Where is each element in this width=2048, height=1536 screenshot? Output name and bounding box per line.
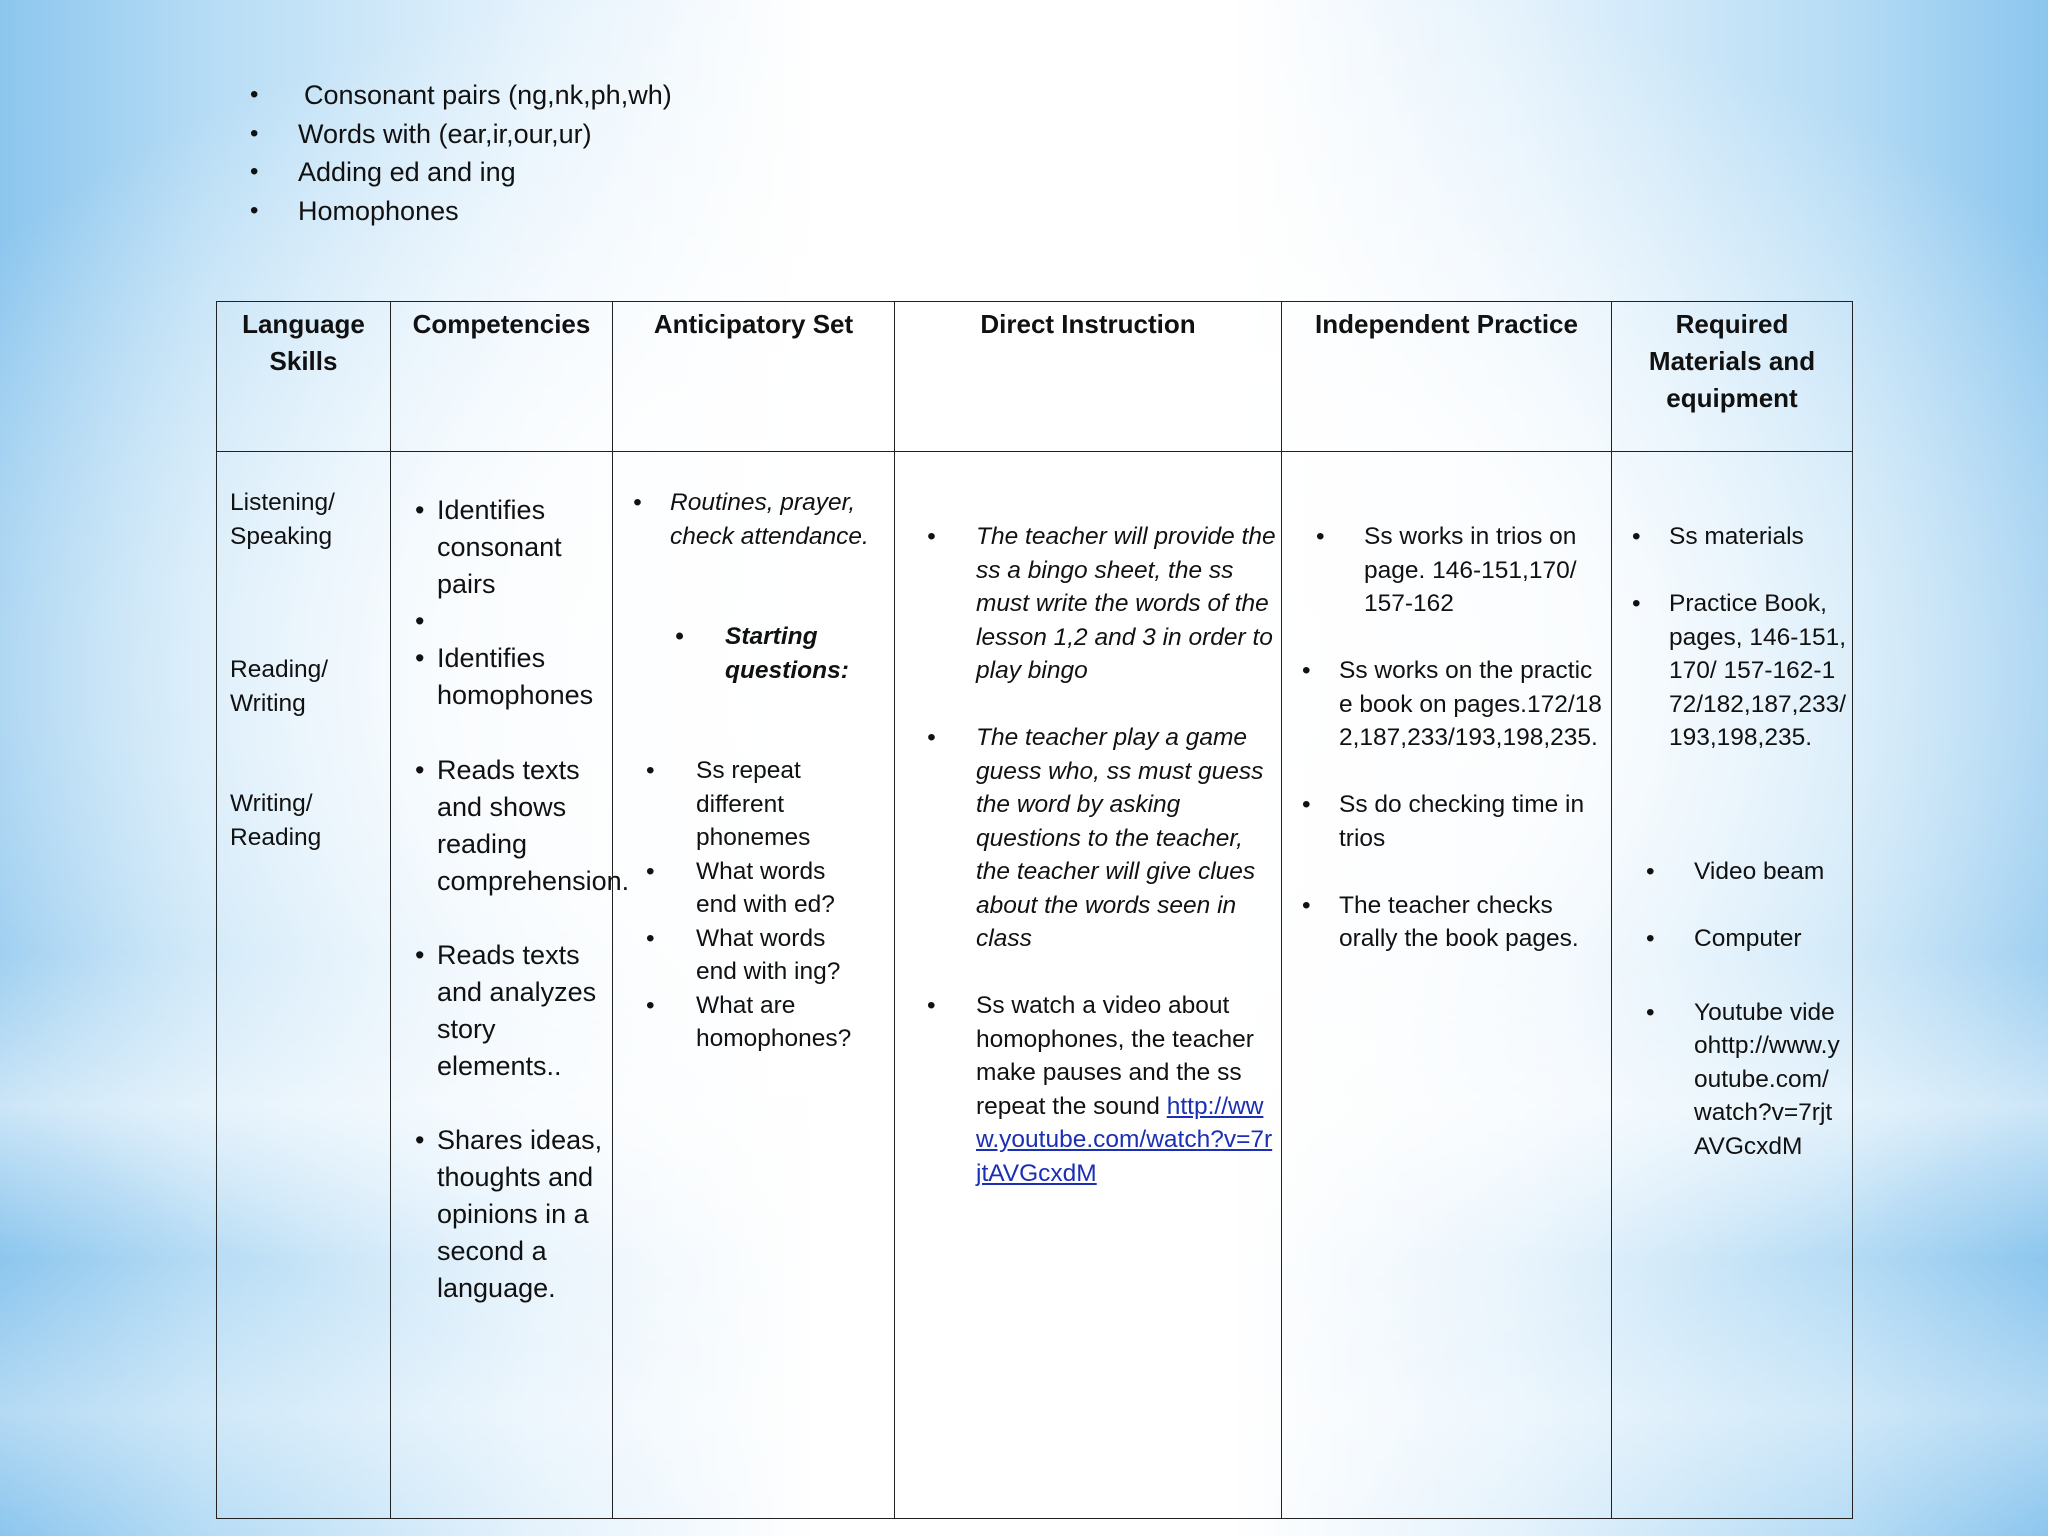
competency-item: • Identifies consonant pairs [415,492,605,603]
practice-item: • Ss works in trios on page. 146-151,170/ 157-162 [1316,520,1606,621]
instruction-text: Ss watch a video about homophones, the teacher make pauses and the ss repeat the sound [976,992,1254,1120]
competency-item [415,603,605,640]
question-item: • Ss repeat different phonemes [646,754,871,855]
skill-item: Reading/ Writing [230,656,329,717]
material-item: • Computer [1646,922,1846,956]
header-direct-instruction: Direct Instruction [895,302,1282,452]
header-independent-practice: Independent Practice [1282,302,1612,452]
instruction-item: • The teacher play a game guess who, ss must guess the word by asking questions to the teacher, the teacher will give clues about the words seen in class [927,721,1277,956]
material-item: • Practice Book, pages, 146-151,170/ 157-162-172/182,187,233/193,198,235. [1632,587,1847,755]
competency-item: • Reads texts and shows reading comprehension. [415,752,605,900]
skill-item: Listening/ Speaking [230,489,335,550]
language-skills-cell [217,452,391,1519]
competencies-cell [391,452,630,1519]
competency-item: • Shares ideas, thoughts and opinions in a second a language. [415,1122,605,1307]
topic-item: • Homophones [250,192,672,231]
table-body-row [217,452,1853,1519]
practice-item: • The teacher checks orally the book pages. [1302,889,1604,956]
header-materials: Required Materials and equipment [1612,302,1853,452]
material-item: • Video beam [1646,855,1846,889]
header-language-skills: Language Skills [217,302,391,452]
material-item: • Ss materials [1632,520,1847,554]
instruction-item: • The teacher will provide the ss a bingo sheet, the ss must write the words of the lesson 1,2 and 3 in order to play bingo [927,520,1277,688]
routines-item: • Routines, prayer, check attendance. [633,486,883,553]
anticipatory-set-cell [613,452,895,1519]
independent-practice-cell [1282,452,1612,1519]
instruction-item [927,989,1277,1190]
topic-item: • Consonant pairs (ng,nk,ph,wh) [250,76,672,115]
practice-item: • Ss works on the practice book on pages.172/182,187,233/193,198,235. [1302,654,1604,755]
topic-item: • Adding ed and ing [250,153,672,192]
topic-list [250,76,672,230]
practice-item: • Ss do checking time in trios [1302,788,1604,855]
competency-item: • Identifies homophones [415,640,605,714]
competency-item: • Reads texts and analyzes story elements.. [415,937,605,1085]
table-header-row [217,302,1853,452]
direct-instruction-cell [895,452,1282,1519]
question-item: • What are homophones? [646,989,871,1056]
lesson-plan-table [216,301,1853,1519]
skill-item: Writing/ Reading [230,790,322,851]
question-item: • What words end with ed? [646,855,871,922]
starting-questions-label: • Starting questions: [675,620,875,687]
topic-item: • Words with (ear,ir,our,ur) [250,115,672,154]
header-competencies: Competencies [391,302,613,452]
question-item: • What words end with ing? [646,922,871,989]
material-item: • Youtube videohttp://www.youtube.com/watch?v=7rjtAVGcxdM [1646,996,1846,1164]
youtube-link[interactable]: http://www.youtube.com/watch?v=7rjtAVGcxdM [976,1092,1273,1187]
header-anticipatory-set: Anticipatory Set [613,302,895,452]
materials-cell [1612,452,1853,1519]
